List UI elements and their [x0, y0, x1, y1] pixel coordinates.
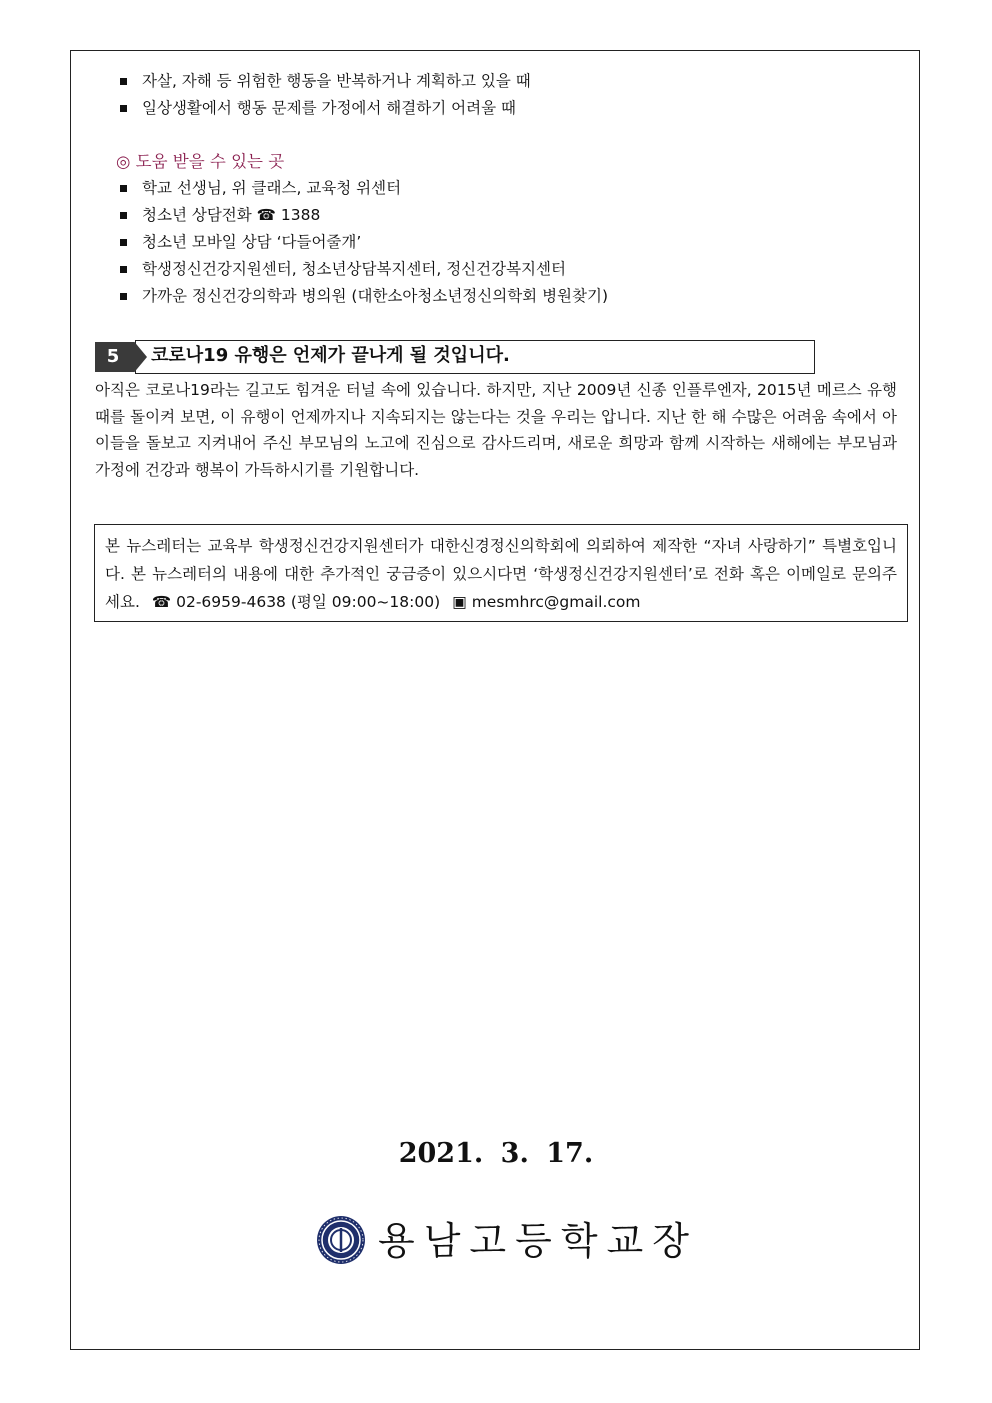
square-bullet-icon	[120, 212, 127, 219]
square-bullet-icon	[120, 185, 127, 192]
list-item: 청소년 상담전화 ☎ 1388	[120, 202, 608, 229]
contact-email: ▣ mesmhrc@gmail.com	[452, 593, 641, 611]
square-bullet-icon	[120, 239, 127, 246]
issue-date: 2021. 3. 17.	[398, 1138, 594, 1169]
square-bullet-icon	[120, 293, 127, 300]
notice-text: 본 뉴스레터는 교육부 학생정신건강지원센터가 대한신경정신의학회에 의뢰하여 제작한 “자녀 사랑하기” 특별호입니다. 본 뉴스레터의 내용에 대한 추가적인 궁금증이 있으시다면 ‘학생정신건강지원센터’로 전화 혹은 이메일로 문의주세요.	[105, 537, 897, 611]
school-seal-icon	[316, 1215, 366, 1265]
help-list	[120, 175, 608, 310]
list-item: 학교 선생님, 위 클래스, 교육청 위센터	[120, 175, 608, 202]
contact-phone: ☎ 02-6959-4638 (평일 09:00~18:00)	[151, 593, 441, 611]
help-heading: ◎ 도움 받을 수 있는 곳	[116, 152, 285, 171]
section-5-heading	[95, 340, 815, 374]
section-number: 5	[106, 346, 120, 367]
principal-signature: 용남고등학교장	[378, 1219, 698, 1263]
section-5-body: 아직은 코로나19라는 길고도 힘겨운 터널 속에 있습니다. 하지만, 지난 2009년 신종 인플루엔자, 2015년 메르스 유행 때를 돌이켜 보면, 이 유행이 언제까지나 지속되지는 않는다는 것을 우리는 압니다. 지난 한 해 수많은 어려움 속에서 아이들을 돌보고 지켜내어 주신 부모님의 노고에 진심으로 감사드리며, 새로운 희망과 함께 시작하는 새해에는 부모님과 가정에 건강과 행복이 가득하시기를 기원합니다.	[95, 381, 897, 479]
square-bullet-icon	[120, 105, 127, 112]
newsletter-notice-box	[94, 524, 908, 622]
list-item: 가까운 정신건강의학과 병의원 (대한소아청소년정신의학회 병원찾기)	[120, 283, 608, 310]
section-title: 코로나19 유행은 언제가 끝나게 될 것입니다.	[151, 345, 510, 366]
square-bullet-icon	[120, 78, 127, 85]
list-item: 자살, 자해 등 위험한 행동을 반복하거나 계획하고 있을 때	[120, 68, 531, 95]
list-item: 학생정신건강지원센터, 청소년상담복지센터, 정신건강복지센터	[120, 256, 608, 283]
warning-list	[120, 68, 531, 122]
square-bullet-icon	[120, 266, 127, 273]
list-item: 일상생활에서 행동 문제를 가정에서 해결하기 어려울 때	[120, 95, 531, 122]
list-item: 청소년 모바일 상담 ‘다들어줄개’	[120, 229, 608, 256]
